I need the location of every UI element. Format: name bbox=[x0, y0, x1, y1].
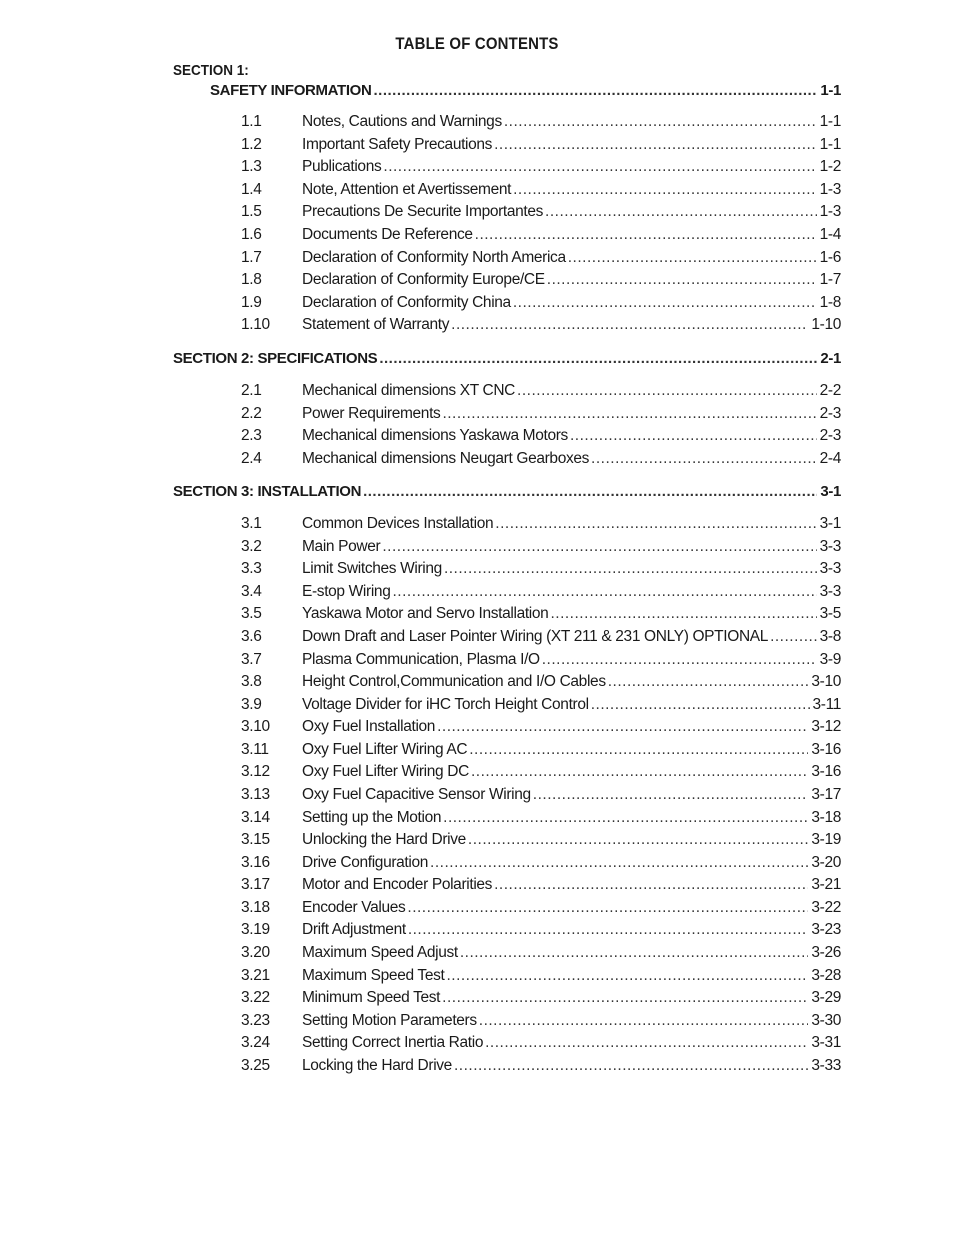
toc-entry[interactable] bbox=[241, 651, 841, 671]
entry-number: 3.19 bbox=[241, 921, 270, 939]
toc-entry[interactable] bbox=[241, 405, 841, 425]
entry-number: 3.2 bbox=[241, 537, 262, 555]
toc-entry[interactable] bbox=[241, 605, 841, 625]
toc-entry[interactable] bbox=[241, 294, 841, 314]
page-number: 3-12 bbox=[811, 718, 841, 736]
entry-number: 3.1 bbox=[241, 515, 262, 532]
toc-entry[interactable] bbox=[241, 226, 841, 246]
entry-number: 2.3 bbox=[241, 427, 262, 445]
entry-number: 3.5 bbox=[241, 605, 262, 623]
entry-title: Mechanical dimensions XT CNC bbox=[302, 382, 516, 399]
entry-title: Note, Attention et Avertissement bbox=[302, 180, 512, 198]
page-number: 3-23 bbox=[811, 921, 841, 939]
page-number: 1-7 bbox=[819, 271, 841, 289]
toc-entry[interactable] bbox=[241, 763, 841, 783]
page-number: 3-31 bbox=[811, 1034, 841, 1052]
entry-number: 1.8 bbox=[241, 271, 262, 289]
page-number: 3-17 bbox=[811, 786, 841, 803]
page-title: TABLE OF CONTENTS bbox=[395, 34, 559, 53]
entry-title: Height Control,Communication and I/O Cables bbox=[302, 673, 606, 691]
leader-dots bbox=[446, 967, 808, 985]
leader-dots bbox=[608, 673, 809, 691]
entry-number: 3.17 bbox=[241, 876, 270, 894]
leader-dots bbox=[407, 899, 808, 917]
section-title: SECTION 3: INSTALLATION bbox=[173, 483, 362, 500]
toc-entry[interactable] bbox=[241, 515, 841, 535]
toc-entry[interactable] bbox=[241, 1057, 841, 1077]
toc-entry[interactable] bbox=[241, 382, 841, 402]
entry-title: Locking the Hard Drive bbox=[302, 1056, 452, 1074]
page-number: 1-10 bbox=[811, 316, 841, 334]
section-2-heading[interactable] bbox=[173, 350, 841, 370]
toc-entry[interactable] bbox=[241, 249, 841, 269]
toc-entry[interactable] bbox=[241, 560, 841, 580]
toc-entry[interactable] bbox=[241, 136, 841, 156]
page-number: 3-5 bbox=[819, 605, 841, 623]
leader-dots bbox=[444, 560, 817, 578]
leader-dots bbox=[383, 158, 816, 176]
entry-title: Declaration of Conformity Europe/CE bbox=[302, 271, 545, 289]
entry-title: Mechanical dimensions Neugart Gearboxes bbox=[302, 449, 590, 467]
entry-title: Drift Adjustment bbox=[302, 921, 406, 939]
entry-number: 2.4 bbox=[241, 449, 262, 467]
entry-number: 1.4 bbox=[241, 180, 262, 198]
page-number: 2-4 bbox=[819, 449, 841, 467]
leader-dots bbox=[408, 921, 809, 939]
toc-entry[interactable] bbox=[241, 741, 841, 761]
entry-title: Main Power bbox=[302, 537, 381, 555]
page-number: 1-8 bbox=[819, 293, 841, 311]
toc-entry[interactable] bbox=[241, 967, 841, 987]
page-number: 3-26 bbox=[811, 944, 841, 961]
toc-entry[interactable] bbox=[241, 181, 841, 201]
entry-title: Precautions De Securite Importantes bbox=[302, 203, 544, 221]
toc-entry[interactable] bbox=[241, 158, 841, 178]
entry-title: Plasma Communication, Plasma I/O bbox=[302, 650, 540, 668]
toc-entry[interactable] bbox=[241, 696, 841, 716]
entry-number: 3.20 bbox=[241, 944, 270, 961]
toc-entry[interactable] bbox=[241, 944, 841, 964]
toc-entry[interactable] bbox=[241, 899, 841, 919]
section-1-label: SECTION 1: bbox=[173, 62, 249, 79]
leader-dots bbox=[437, 718, 808, 736]
entry-number: 3.6 bbox=[241, 627, 262, 645]
entry-title: Power Requirements bbox=[302, 404, 441, 422]
page-number: 2-3 bbox=[819, 404, 841, 422]
entry-title: Important Safety Precautions bbox=[302, 135, 493, 153]
entry-title: Maximum Speed Adjust bbox=[302, 944, 458, 961]
entry-number: 1.9 bbox=[241, 293, 262, 311]
entry-number: 3.25 bbox=[241, 1056, 270, 1074]
entry-title: Unlocking the Hard Drive bbox=[302, 831, 466, 849]
toc-entry[interactable] bbox=[241, 450, 841, 470]
page-number: 3-22 bbox=[811, 898, 841, 916]
leader-dots bbox=[443, 809, 808, 827]
entry-title: Mechanical dimensions Yaskawa Motors bbox=[302, 427, 568, 445]
leader-dots bbox=[460, 944, 809, 962]
entry-title: E-stop Wiring bbox=[302, 582, 391, 600]
page-number: 3-9 bbox=[819, 650, 841, 668]
leader-dots bbox=[550, 605, 816, 623]
leader-dots bbox=[382, 538, 816, 556]
leader-dots bbox=[591, 696, 810, 714]
leader-dots bbox=[547, 271, 817, 289]
entry-title: Maximum Speed Test bbox=[302, 966, 445, 984]
entry-number: 3.14 bbox=[241, 808, 270, 826]
section-title: SECTION 2: SPECIFICATIONS bbox=[173, 350, 378, 367]
entry-number: 1.2 bbox=[241, 135, 262, 153]
page-number: 3-11 bbox=[812, 695, 841, 713]
entry-number: 1.3 bbox=[241, 158, 262, 176]
entry-title: Setting Correct Inertia Ratio bbox=[302, 1034, 484, 1052]
entry-number: 1.6 bbox=[241, 226, 262, 243]
page-number: 3-21 bbox=[811, 876, 841, 894]
page-number: 2-3 bbox=[819, 427, 841, 445]
toc-entry[interactable] bbox=[241, 786, 841, 806]
leader-dots bbox=[392, 583, 816, 601]
entry-title: Declaration of Conformity North America bbox=[302, 248, 566, 266]
entry-title: Down Draft and Laser Pointer Wiring (XT 211 & 231 ONLY) OPTIONAL bbox=[302, 627, 769, 645]
entry-title: Minimum Speed Test bbox=[302, 989, 441, 1007]
entry-title: Drive Configuration bbox=[302, 853, 429, 871]
leader-dots bbox=[479, 1012, 809, 1030]
leader-dots bbox=[475, 226, 817, 244]
leader-dots bbox=[504, 113, 817, 131]
entry-number: 3.24 bbox=[241, 1034, 270, 1052]
toc-entry[interactable] bbox=[241, 718, 841, 738]
page-number: 3-29 bbox=[811, 989, 841, 1007]
entry-number: 3.12 bbox=[241, 763, 270, 781]
entry-title: Encoder Values bbox=[302, 898, 406, 916]
toc-entry[interactable] bbox=[241, 876, 841, 896]
toc-entry[interactable] bbox=[241, 1012, 841, 1032]
leader-dots bbox=[430, 854, 808, 872]
entry-number: 3.16 bbox=[241, 853, 270, 871]
leader-dots bbox=[469, 741, 808, 759]
entry-number: 3.21 bbox=[241, 966, 270, 984]
toc-entry[interactable] bbox=[241, 583, 841, 603]
entry-number: 2.2 bbox=[241, 404, 262, 422]
leader-dots bbox=[468, 831, 808, 849]
entry-title: Oxy Fuel Lifter Wiring AC bbox=[302, 740, 468, 758]
section-1-heading[interactable] bbox=[210, 82, 841, 102]
page-number: 3-3 bbox=[819, 560, 841, 578]
entry-number: 3.3 bbox=[241, 560, 262, 578]
entry-number: 3.15 bbox=[241, 831, 270, 849]
leader-dots bbox=[513, 294, 817, 312]
entry-number: 1.5 bbox=[241, 203, 262, 221]
entry-title: Declaration of Conformity China bbox=[302, 293, 511, 311]
entry-title: Notes, Cautions and Warnings bbox=[302, 113, 502, 130]
leader-dots bbox=[442, 405, 816, 423]
toc-entry[interactable] bbox=[241, 427, 841, 447]
leader-dots bbox=[770, 628, 817, 646]
page-number: 3-3 bbox=[819, 582, 841, 600]
page-number: 3-28 bbox=[811, 966, 841, 984]
entry-title: Setting up the Motion bbox=[302, 808, 442, 826]
entry-title: Documents De Reference bbox=[302, 226, 473, 243]
entry-number: 3.18 bbox=[241, 898, 270, 916]
leader-dots bbox=[568, 249, 817, 267]
page-number: 3-16 bbox=[811, 740, 841, 758]
page-number: 1-2 bbox=[819, 158, 841, 176]
entry-number: 3.9 bbox=[241, 695, 262, 713]
leader-dots bbox=[454, 1057, 808, 1075]
leader-dots bbox=[545, 203, 817, 221]
toc-entry[interactable] bbox=[241, 538, 841, 558]
entry-number: 3.7 bbox=[241, 650, 262, 668]
section-title: SAFETY INFORMATION bbox=[210, 82, 372, 99]
leader-dots bbox=[494, 876, 808, 894]
entry-title: Voltage Divider for iHC Torch Height Control bbox=[302, 695, 589, 713]
leader-dots bbox=[451, 316, 808, 334]
entry-title: Oxy Fuel Installation bbox=[302, 718, 436, 736]
leader-dots bbox=[373, 82, 817, 99]
page-number: 1-6 bbox=[819, 248, 841, 266]
leader-dots bbox=[471, 763, 808, 781]
toc-entry[interactable] bbox=[241, 854, 841, 874]
toc-entry[interactable] bbox=[241, 203, 841, 223]
leader-dots bbox=[494, 136, 817, 154]
entry-title: Yaskawa Motor and Servo Installation bbox=[302, 605, 549, 623]
page-number: 1-1 bbox=[820, 82, 841, 99]
leader-dots bbox=[513, 181, 817, 199]
page-number: 1-3 bbox=[819, 203, 841, 221]
leader-dots bbox=[363, 483, 817, 500]
leader-dots bbox=[517, 382, 817, 400]
page-number: 3-8 bbox=[819, 627, 841, 645]
page-number: 1-4 bbox=[819, 226, 841, 243]
toc-entry[interactable] bbox=[241, 113, 841, 133]
entry-number: 3.8 bbox=[241, 673, 262, 691]
leader-dots bbox=[495, 515, 816, 533]
entry-title: Motor and Encoder Polarities bbox=[302, 876, 493, 894]
page-number: 3-16 bbox=[811, 763, 841, 781]
page-number: 3-1 bbox=[820, 483, 841, 500]
page-number: 2-2 bbox=[819, 382, 841, 399]
leader-dots bbox=[533, 786, 809, 804]
entry-title: Publications bbox=[302, 158, 382, 176]
entry-number: 3.22 bbox=[241, 989, 270, 1007]
page-number: 3-19 bbox=[811, 831, 841, 849]
entry-title: Common Devices Installation bbox=[302, 515, 494, 532]
entry-number: 1.7 bbox=[241, 248, 262, 266]
leader-dots bbox=[485, 1034, 808, 1052]
toc-entry[interactable] bbox=[241, 673, 841, 693]
entry-title: Oxy Fuel Lifter Wiring DC bbox=[302, 763, 469, 781]
entry-number: 3.23 bbox=[241, 1011, 270, 1029]
toc-entry[interactable] bbox=[241, 989, 841, 1009]
entry-number: 2.1 bbox=[241, 382, 262, 399]
page-number: 1-1 bbox=[819, 135, 841, 153]
leader-dots bbox=[591, 450, 817, 468]
leader-dots bbox=[570, 427, 817, 445]
page-number: 3-1 bbox=[819, 515, 841, 532]
leader-dots bbox=[442, 989, 808, 1007]
entry-title: Statement of Warranty bbox=[302, 316, 450, 334]
toc-entry[interactable] bbox=[241, 316, 841, 336]
entry-title: Limit Switches Wiring bbox=[302, 560, 442, 578]
entry-title: Setting Motion Parameters bbox=[302, 1011, 477, 1029]
toc-entry[interactable] bbox=[241, 921, 841, 941]
leader-dots bbox=[379, 350, 817, 367]
toc-entry[interactable] bbox=[241, 809, 841, 829]
toc-entry[interactable] bbox=[241, 628, 841, 648]
toc-entry[interactable] bbox=[241, 831, 841, 851]
toc-entry[interactable] bbox=[241, 271, 841, 291]
page-number: 3-30 bbox=[811, 1011, 841, 1029]
page-number: 3-33 bbox=[811, 1056, 841, 1074]
entry-number: 3.11 bbox=[241, 740, 269, 758]
entry-number: 3.4 bbox=[241, 582, 262, 600]
entry-number: 1.10 bbox=[241, 316, 270, 334]
entry-title: Oxy Fuel Capacitive Sensor Wiring bbox=[302, 786, 531, 803]
page-number: 1-1 bbox=[819, 113, 841, 130]
section-3-heading[interactable] bbox=[173, 483, 841, 503]
leader-dots bbox=[542, 651, 817, 669]
page-number: 3-18 bbox=[811, 808, 841, 826]
page-number: 3-10 bbox=[811, 673, 841, 691]
toc-entry[interactable] bbox=[241, 1034, 841, 1054]
entry-number: 3.13 bbox=[241, 786, 270, 803]
page-number: 3-20 bbox=[811, 853, 841, 871]
entry-number: 3.10 bbox=[241, 718, 270, 736]
page-number: 2-1 bbox=[820, 350, 841, 367]
page-number: 3-3 bbox=[819, 537, 841, 555]
page-number: 1-3 bbox=[819, 180, 841, 198]
entry-number: 1.1 bbox=[241, 113, 262, 130]
